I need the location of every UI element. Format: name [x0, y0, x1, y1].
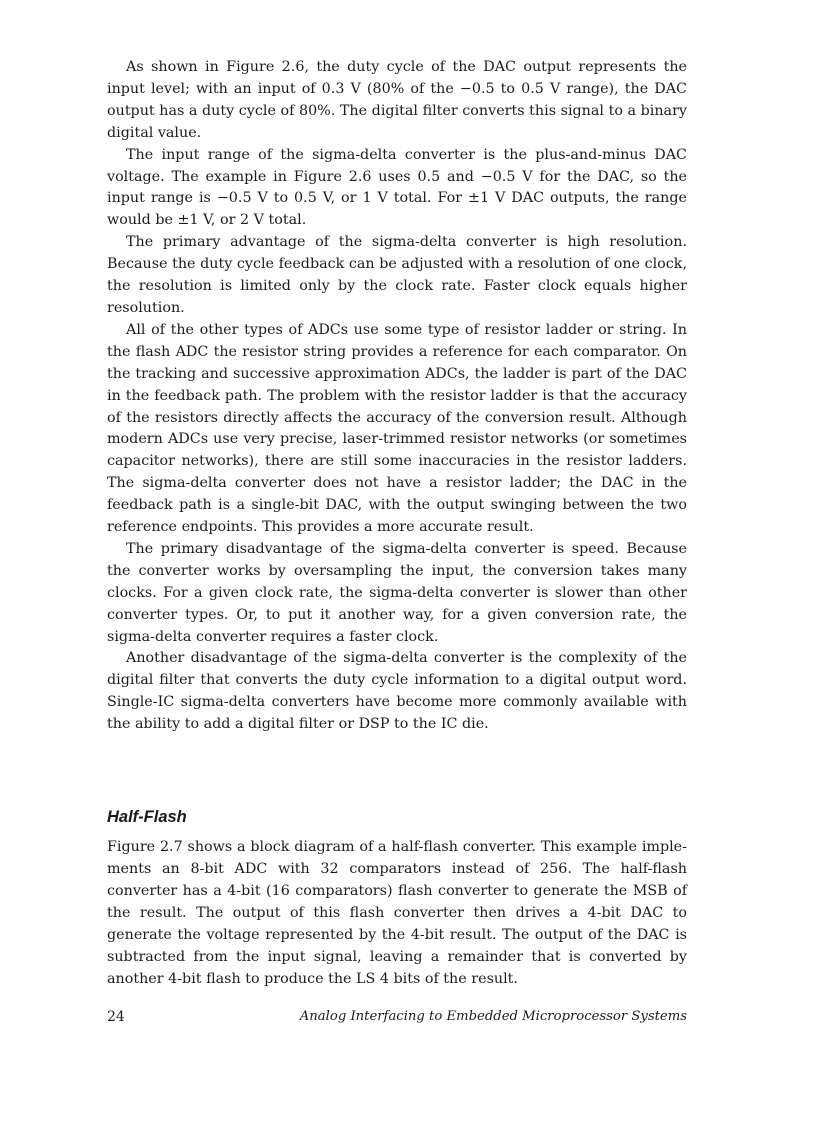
paragraph-primary-advantage: The primary advantage of the sigma-delta converter is high resolution. Because the duty cycle feedback can be adjusted with a resolution of one clock, the resolution is limited only by the clock rate. Faster clock equals higher resolution.	[107, 234, 687, 316]
page-number: 24	[107, 1009, 125, 1025]
paragraph-input-range: The input range of the sigma-delta converter is the plus-and-minus DAC voltage. The example in Figure 2.6 uses 0.5 and −0.5 V for the DAC, so the input range is −0.5 V to 0.5 V, or 1 V total. For ±1 V DAC outputs, the range would be ±1 V, or 2 V total.	[107, 146, 687, 229]
running-title: Analog Interfacing to Embedded Microprocessor Systems	[299, 1009, 687, 1024]
paragraph-half-flash: Figure 2.7 shows a block diagram of a half-flash converter. This example implements an 8-bit ADC with 32 comparators instead of 256. The half-flash converter has a 4-bit (16 comparators) flash converter to generate the MSB of the result. The output of this flash converter then drives a 4-bit DAC to generate the voltage represented by the 4-bit result. The output of the DAC is subtracted from the input signal, leaving a remainder that is converted by another 4-bit flash to produce the LS 4 bits of the result.	[107, 839, 687, 987]
page-body	[107, 57, 687, 990]
section-heading-half-flash: Half-Flash	[107, 808, 187, 827]
paragraph-duty-cycle: As shown in Figure 2.6, the duty cycle of the DAC output represents the input level; with an input of 0.3 V (80% of the −0.5 to 0.5 V range), the DAC output has a duty cycle of 80%. The digital filter converts this signal to a binary digital value.	[107, 59, 687, 141]
page-footer	[107, 1006, 687, 1028]
paragraph-another-disadvantage: Another disadvantage of the sigma-delta converter is the complexity of the digital filter that converts the duty cycle information to a digital output word. Single-IC sigma-delta converters have become more commonly available with the ability to add a digital filter or DSP to the IC die.	[107, 650, 687, 733]
paragraph-primary-disadvantage: The primary disadvantage of the sigma-delta converter is speed. Because the converter works by oversampling the input, the conversion takes many clocks. For a given clock rate, the sigma-delta converter is slower than other converter types. Or, to put it another way, for a given conversion rate, the sigma-delta converter requires a faster clock.	[107, 540, 687, 645]
paragraph-resistor-ladder: All of the other types of ADCs use some type of resistor ladder or string. In the flash ADC the resistor string provides a reference for each comparator. On the tracking and successive approximation ADCs, the ladder is part of the DAC in the feedback path. The problem with the resistor ladder is that the accuracy of the resistors directly affects the accuracy of the conversion result. Although modern ADCs use very precise, laser-trimmed resistor networks (or sometimes capacitor networks), there are still some inaccuracies in the resistor ladders. The sigma-delta converter does not have a resistor ladder; the DAC in the feedback path is a single-bit DAC, with the output swinging between the two reference endpoints. This provides a more accurate result.	[107, 321, 687, 536]
